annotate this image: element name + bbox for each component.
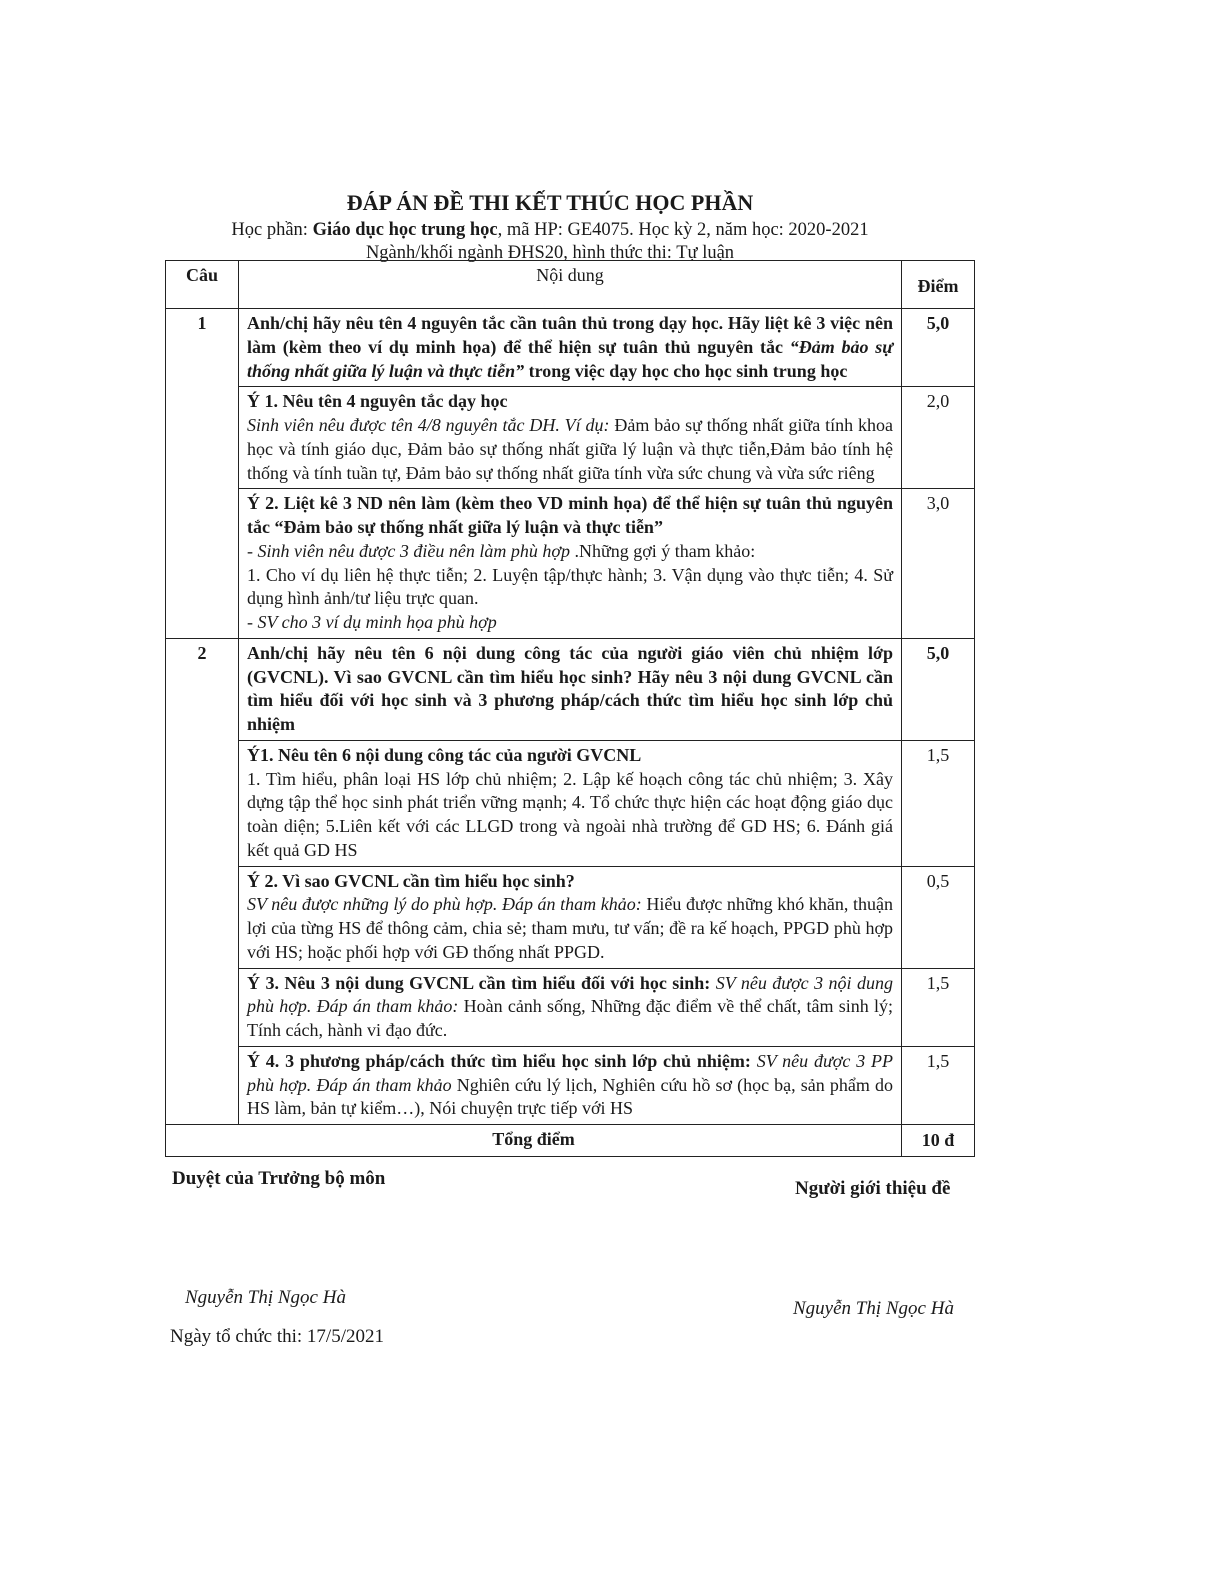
question-2-score: 5,0: [902, 638, 975, 740]
total-label: Tổng điểm: [166, 1125, 902, 1157]
q2-item-3: Ý 3. Nêu 3 nội dung GVCNL cần tìm hiểu đối với học sinh: SV nêu được 3 nội dung phù hợp. Đáp án tham khảo: Hoàn cảnh sống, Những đặc điểm về thể chất, tâm sinh lý; Tính cách, hành vi đạo đức.: [239, 968, 902, 1046]
q2-item-2: Ý 2. Vì sao GVCNL cần tìm hiểu học sinh? SV nêu được những lý do phù hợp. Đáp án tham khảo: Hiểu được những khó khăn, thuận lợi của từng HS để thông cảm, chia sẻ; tham mưu, tư vấn; đề ra kế hoạch, PPGD phù hợp với HS; hoặc phối hợp với GĐ thống nhất PPGD.: [239, 866, 902, 968]
question-1-text: Anh/chị hãy nêu tên 4 nguyên tắc cần tuân thủ trong dạy học. Hãy liệt kê 3 việc nên làm (kèm theo ví dụ minh họa) để thể hiện sự tuân thủ nguyên tắc “Đảm bảo sự thống nhất giữa lý luận và thực tiễn” trong việc dạy học cho học sinh trung học: [239, 309, 902, 387]
course-line: Học phần: Giáo dục học trung học, mã HP: GE4075. Học kỳ 2, năm học: 2020-2021: [231, 220, 869, 240]
major-line: Ngành/khối ngành ĐHS20, hình thức thi: Tự luận: [365, 243, 735, 263]
header-noi-dung: Nội dung: [239, 261, 902, 309]
answer-table: [165, 260, 975, 1157]
q2-item-4: Ý 4. 3 phương pháp/cách thức tìm hiểu học sinh lớp chủ nhiệm: SV nêu được 3 PP phù hợp. Đáp án tham khảo Nghiên cứu lý lịch, Nghiên cứu hồ sơ (học bạ, sản phẩm do HS làm, bản tự kiểm…), Nói chuyện trực tiếp với HS: [239, 1046, 902, 1124]
q2-item-1: Ý1. Nêu tên 6 nội dung công tác của người GVCNL 1. Tìm hiểu, phân loại HS lớp chủ nhiệm; 2. Lập kế hoạch công tác chủ nhiệm; 3. Xây dựng tập thể học sinh phát triển vững mạnh; 4. Tổ chức thực hiện các hoạt động giáo dục toàn diện; 5.Liên kết với các LLGD trong và ngoài nhà trường để GD HS; 6. Đánh giá kết quả GD HS: [239, 740, 902, 866]
q2-item-2-score: 0,5: [902, 866, 975, 968]
q2-item-1-score: 1,5: [902, 740, 975, 866]
proposer-name: Nguyễn Thị Ngọc Hà: [793, 1298, 954, 1319]
table-row: [166, 866, 975, 968]
q1-item-1: Ý 1. Nêu tên 4 nguyên tắc dạy học Sinh viên nêu được tên 4/8 nguyên tắc DH. Ví dụ: Đảm bảo sự thống nhất giữa tính khoa học và tính giáo dục, Đảm bảo sự thống nhất giữa lý luận và thực tiễn,Đảm bảo tính hệ thống và tính tuần tự, Đảm bảo sự thống nhất giữa tính vừa sức chung và vừa sức riêng: [239, 387, 902, 489]
header-cau: Câu: [166, 261, 239, 309]
table-row: [166, 309, 975, 387]
table-row: [166, 638, 975, 740]
question-number: 2: [166, 638, 239, 1124]
course-name: Giáo dục học trung học: [312, 220, 498, 240]
question-2-text: Anh/chị hãy nêu tên 6 nội dung công tác của người giáo viên chủ nhiệm lớp (GVCNL). Vì sao GVCNL cần tìm hiểu học sinh? Hãy nêu 3 nội dung GVCNL cần tìm hiểu đối với học sinh và 3 phương pháp/cách thức tìm hiểu học sinh lớp chủ nhiệm: [239, 638, 902, 740]
approver-name: Nguyễn Thị Ngọc Hà: [185, 1287, 346, 1308]
header-diem: Điểm: [902, 261, 975, 309]
exam-date: Ngày tổ chức thi: 17/5/2021: [170, 1326, 384, 1347]
table-header-row: [166, 261, 975, 309]
document-title: ĐÁP ÁN ĐỀ THI KẾT THÚC HỌC PHẦN: [346, 190, 754, 215]
document-header: [190, 190, 910, 264]
question-1-score: 5,0: [902, 309, 975, 387]
table-row: [166, 740, 975, 866]
table-row: [166, 968, 975, 1046]
q2-item-4-score: 1,5: [902, 1046, 975, 1124]
approver-role: Duyệt của Trưởng bộ môn: [172, 1168, 386, 1189]
proposer-role: Người giới thiệu đề: [795, 1178, 951, 1199]
table-row: [166, 1046, 975, 1124]
q1-item-1-score: 2,0: [902, 387, 975, 489]
total-score: 10 đ: [902, 1125, 975, 1157]
q1-item-2: Ý 2. Liệt kê 3 ND nên làm (kèm theo VD minh họa) để thể hiện sự tuân thủ nguyên tắc “Đảm bảo sự thống nhất giữa lý luận và thực tiễn” - Sinh viên nêu được 3 điều nên làm phù hợp .Những gợi ý tham khảo: 1. Cho ví dụ liên hệ thực tiễn; 2. Luyện tập/thực hành; 3. Vận dụng vào thực tiễn; 4. Sử dụng hình ảnh/tư liệu trực quan. - SV cho 3 ví dụ minh họa phù hợp: [239, 489, 902, 639]
table-row: [166, 489, 975, 639]
total-row: [166, 1125, 975, 1157]
table-row: [166, 387, 975, 489]
q1-item-2-score: 3,0: [902, 489, 975, 639]
q2-item-3-score: 1,5: [902, 968, 975, 1046]
question-number: 1: [166, 309, 239, 639]
